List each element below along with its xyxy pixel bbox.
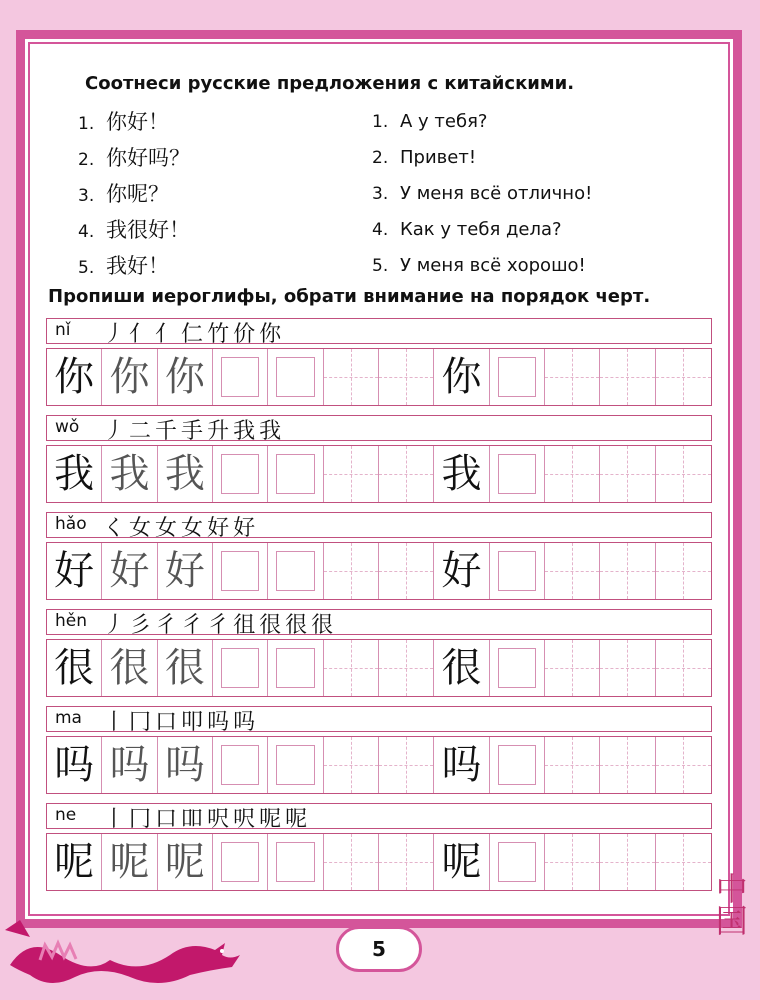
writing-cell[interactable] — [545, 737, 600, 793]
writing-cell[interactable] — [213, 737, 268, 793]
stroke-order-strip — [46, 706, 712, 735]
chinese-phrase-text: 你好！ — [106, 110, 169, 134]
writing-cell[interactable] — [490, 446, 545, 502]
writing-cell[interactable] — [600, 737, 655, 793]
stroke-step: 我 — [233, 419, 258, 444]
page-number-badge — [336, 926, 422, 972]
model-character: 你 — [441, 354, 482, 400]
sample-cell — [158, 543, 213, 599]
trace-character: 很 — [109, 645, 150, 691]
stroke-step: 呢 — [285, 807, 310, 832]
writing-cell[interactable] — [545, 446, 600, 502]
stroke-step: 丿 — [103, 322, 128, 347]
stroke-step: 手 — [181, 419, 206, 444]
item-number: 3. — [78, 186, 95, 206]
chinese-phrase-text: 我好！ — [106, 254, 169, 278]
chinese-phrase-item — [78, 104, 190, 140]
sample-cell — [434, 834, 489, 890]
stroke-step: 吗 — [207, 710, 232, 735]
stroke-step: 彳 — [155, 613, 180, 638]
trace-character: 你 — [109, 354, 150, 400]
writing-cell[interactable] — [600, 640, 655, 696]
page-number: 5 — [372, 937, 386, 961]
writing-cell[interactable] — [656, 737, 711, 793]
writing-cell[interactable] — [268, 737, 323, 793]
chinese-phrase-text: 你呢？ — [106, 182, 169, 206]
model-character: 很 — [441, 645, 482, 691]
item-number: 5. — [78, 258, 95, 278]
writing-cell[interactable] — [656, 349, 711, 405]
item-number: 3. — [372, 184, 389, 204]
sample-cell — [47, 446, 102, 502]
sample-cell — [102, 349, 157, 405]
writing-cell[interactable] — [379, 737, 434, 793]
stroke-order-strip — [46, 803, 712, 832]
stroke-step: 吗 — [233, 710, 258, 735]
trace-character: 我 — [164, 451, 205, 497]
chinese-phrases-list — [78, 104, 190, 284]
stroke-step: 竹 — [207, 322, 232, 347]
stroke-step: 丨 — [103, 807, 128, 832]
stroke-step: 亻 — [155, 322, 180, 347]
stroke-step: 仁 — [181, 322, 206, 347]
sample-cell — [158, 446, 213, 502]
model-character: 好 — [54, 548, 95, 594]
practice-row — [46, 512, 712, 600]
pinyin-label: nǐ — [55, 320, 71, 340]
writing-cell[interactable] — [490, 349, 545, 405]
item-number: 4. — [78, 222, 95, 242]
stroke-sequence — [103, 608, 337, 639]
writing-cell[interactable] — [324, 446, 379, 502]
stroke-step: 价 — [233, 322, 258, 347]
model-character: 吗 — [54, 742, 95, 788]
stroke-step: 呢 — [259, 807, 284, 832]
writing-cell[interactable] — [600, 543, 655, 599]
russian-phrase-text: У меня всё хорошо! — [400, 255, 586, 276]
trace-character: 呢 — [164, 839, 205, 885]
sample-cell — [434, 349, 489, 405]
stroke-step: 好 — [233, 516, 258, 541]
stroke-order-strip — [46, 415, 712, 444]
stroke-step: 呎 — [233, 807, 258, 832]
stroke-sequence — [103, 705, 259, 736]
item-number: 5. — [372, 256, 389, 276]
item-number: 1. — [372, 112, 389, 132]
russian-phrase-text: А у тебя? — [400, 111, 488, 132]
writing-grid — [46, 542, 712, 600]
sample-cell — [102, 834, 157, 890]
writing-cell[interactable] — [656, 446, 711, 502]
practice-row — [46, 706, 712, 794]
russian-phrase-text: Как у тебя дела? — [400, 219, 562, 240]
stroke-sequence — [103, 511, 259, 542]
stroke-step: 升 — [207, 419, 232, 444]
writing-cell[interactable] — [213, 834, 268, 890]
writing-cell[interactable] — [379, 349, 434, 405]
sample-cell — [158, 834, 213, 890]
stroke-step: 彳 — [181, 613, 206, 638]
writing-cell[interactable] — [600, 349, 655, 405]
stroke-step: 女 — [155, 516, 180, 541]
russian-phrase-item — [372, 212, 592, 248]
stroke-step: 很 — [259, 613, 284, 638]
trace-character: 呢 — [109, 839, 150, 885]
chinese-phrase-item — [78, 176, 190, 212]
stroke-step: 冂 — [129, 807, 154, 832]
writing-cell[interactable] — [656, 640, 711, 696]
stroke-step: 吅 — [181, 807, 206, 832]
stroke-step: 女 — [129, 516, 154, 541]
dragon-icon — [0, 915, 250, 1000]
sample-cell — [158, 640, 213, 696]
writing-cell[interactable] — [268, 834, 323, 890]
chinese-phrase-item — [78, 140, 190, 176]
stroke-step: 口 — [155, 807, 180, 832]
model-character: 吗 — [441, 742, 482, 788]
china-stamp: 中国 — [710, 872, 749, 936]
sample-cell — [102, 543, 157, 599]
chinese-phrase-text: 我很好！ — [106, 218, 190, 242]
writing-cell[interactable] — [545, 543, 600, 599]
pinyin-label: wǒ — [55, 417, 80, 437]
stroke-step: 呎 — [207, 807, 232, 832]
task1-title: Соотнеси русские предложения с китайскими. — [85, 73, 575, 94]
stroke-step: 冂 — [129, 710, 154, 735]
item-number: 2. — [372, 148, 389, 168]
writing-grid — [46, 639, 712, 697]
writing-cell[interactable] — [379, 640, 434, 696]
writing-cell[interactable] — [600, 834, 655, 890]
model-character: 我 — [441, 451, 482, 497]
writing-cell[interactable] — [379, 446, 434, 502]
practice-row — [46, 609, 712, 697]
chinese-phrase-text: 你好吗？ — [106, 146, 190, 170]
pinyin-label: ma — [55, 708, 82, 728]
stroke-order-strip — [46, 318, 712, 347]
writing-cell[interactable] — [545, 834, 600, 890]
writing-cell[interactable] — [324, 737, 379, 793]
stroke-step: 你 — [259, 322, 284, 347]
writing-cell[interactable] — [656, 543, 711, 599]
sample-cell — [47, 737, 102, 793]
writing-cell[interactable] — [490, 543, 545, 599]
stroke-step: 丨 — [103, 710, 128, 735]
stroke-step: 徂 — [233, 613, 258, 638]
writing-cell[interactable] — [379, 543, 434, 599]
stroke-step: 彡 — [129, 613, 154, 638]
trace-character: 好 — [109, 548, 150, 594]
writing-cell[interactable] — [268, 349, 323, 405]
writing-cell[interactable] — [213, 446, 268, 502]
writing-cell[interactable] — [324, 543, 379, 599]
model-character: 好 — [441, 548, 482, 594]
model-character: 呢 — [441, 839, 482, 885]
russian-phrase-item — [372, 248, 592, 284]
writing-cell[interactable] — [268, 543, 323, 599]
sample-cell — [434, 543, 489, 599]
writing-cell[interactable] — [213, 543, 268, 599]
chinese-phrase-item — [78, 248, 190, 284]
stroke-step: 我 — [259, 419, 284, 444]
writing-cell[interactable] — [379, 834, 434, 890]
item-number: 2. — [78, 150, 95, 170]
stroke-step: 很 — [285, 613, 310, 638]
writing-cell[interactable] — [324, 834, 379, 890]
stroke-step: 丿 — [103, 613, 128, 638]
writing-cell[interactable] — [656, 834, 711, 890]
stroke-order-strip — [46, 512, 712, 541]
stroke-sequence — [103, 802, 311, 833]
stroke-step: く — [103, 516, 128, 541]
stroke-sequence — [103, 414, 285, 445]
stroke-step: 彳 — [207, 613, 232, 638]
trace-character: 很 — [164, 645, 205, 691]
sample-cell — [102, 446, 157, 502]
writing-cell[interactable] — [213, 640, 268, 696]
practice-row — [46, 318, 712, 406]
russian-phrase-item — [372, 140, 592, 176]
sample-cell — [47, 834, 102, 890]
item-number: 1. — [78, 114, 95, 134]
russian-phrase-text: Привет! — [400, 147, 477, 168]
writing-cell[interactable] — [324, 640, 379, 696]
russian-phrase-text: У меня всё отлично! — [400, 183, 593, 204]
sample-cell — [158, 349, 213, 405]
pinyin-label: ne — [55, 805, 77, 825]
model-character: 很 — [54, 645, 95, 691]
trace-character: 我 — [109, 451, 150, 497]
sample-cell — [158, 737, 213, 793]
stroke-step: 很 — [311, 613, 336, 638]
writing-cell[interactable] — [490, 640, 545, 696]
sample-cell — [102, 640, 157, 696]
practice-row — [46, 803, 712, 891]
writing-grid — [46, 736, 712, 794]
stroke-step: 亻 — [129, 322, 154, 347]
writing-cell[interactable] — [268, 446, 323, 502]
russian-phrase-item — [372, 104, 592, 140]
stroke-sequence — [103, 317, 285, 348]
sample-cell — [434, 446, 489, 502]
pinyin-label: hěn — [55, 611, 88, 631]
task2-title: Пропиши иероглифы, обрати внимание на порядок черт. — [48, 286, 651, 307]
sample-cell — [434, 737, 489, 793]
model-character: 呢 — [54, 839, 95, 885]
writing-grid — [46, 833, 712, 891]
stroke-step: 叩 — [181, 710, 206, 735]
trace-character: 好 — [164, 548, 205, 594]
stroke-order-strip — [46, 609, 712, 638]
trace-character: 吗 — [109, 742, 150, 788]
stroke-step: 口 — [155, 710, 180, 735]
writing-cell[interactable] — [490, 737, 545, 793]
stroke-step: 好 — [207, 516, 232, 541]
writing-cell[interactable] — [490, 834, 545, 890]
item-number: 4. — [372, 220, 389, 240]
writing-cell[interactable] — [545, 640, 600, 696]
writing-cell[interactable] — [268, 640, 323, 696]
pinyin-label: hǎo — [55, 514, 87, 534]
model-character: 我 — [54, 451, 95, 497]
model-character: 你 — [54, 354, 95, 400]
trace-character: 你 — [164, 354, 205, 400]
writing-cell[interactable] — [324, 349, 379, 405]
russian-phrases-list — [372, 104, 592, 284]
trace-character: 吗 — [164, 742, 205, 788]
sample-cell — [47, 640, 102, 696]
writing-grid — [46, 348, 712, 406]
sample-cell — [47, 349, 102, 405]
stroke-step: 丿 — [103, 419, 128, 444]
practice-row — [46, 415, 712, 503]
stroke-step: 千 — [155, 419, 180, 444]
stroke-step: 女 — [181, 516, 206, 541]
chinese-phrase-item — [78, 212, 190, 248]
writing-cell[interactable] — [213, 349, 268, 405]
russian-phrase-item — [372, 176, 592, 212]
sample-cell — [102, 737, 157, 793]
stroke-step: 二 — [129, 419, 154, 444]
writing-grid — [46, 445, 712, 503]
writing-cell[interactable] — [600, 446, 655, 502]
sample-cell — [434, 640, 489, 696]
writing-cell[interactable] — [545, 349, 600, 405]
sample-cell — [47, 543, 102, 599]
